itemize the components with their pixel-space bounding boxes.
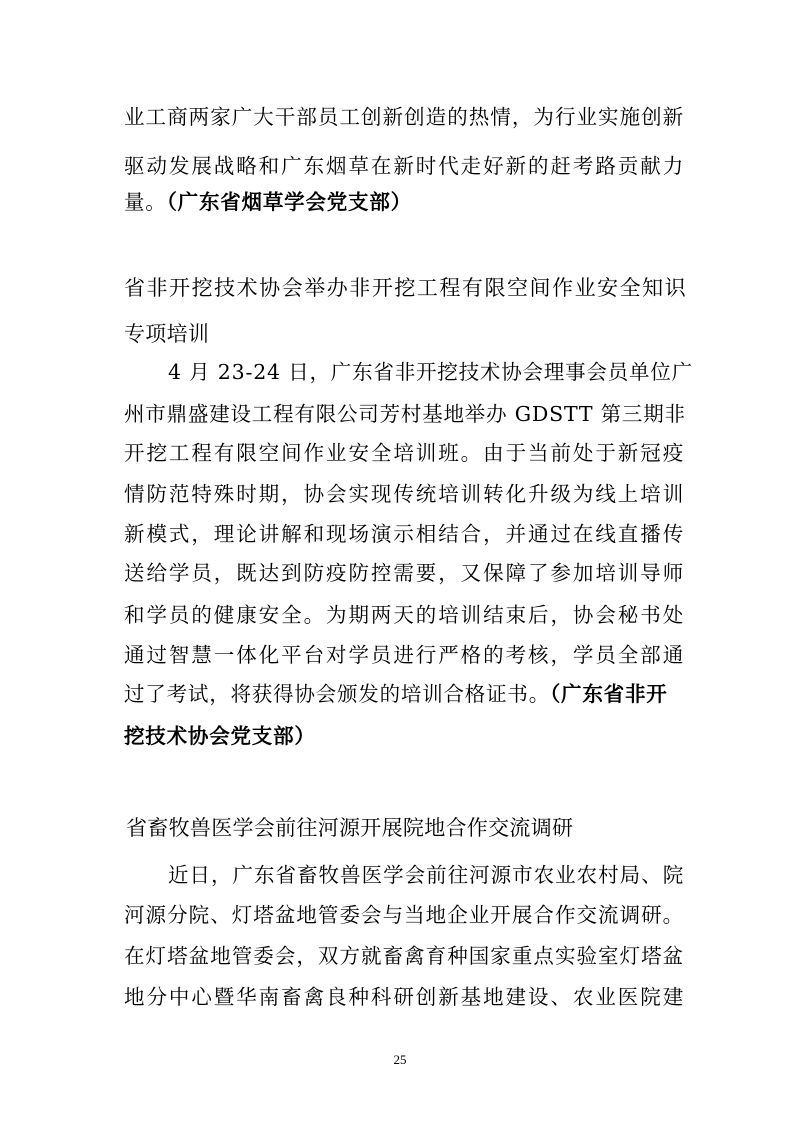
paragraph-text: 量。 (124, 190, 167, 214)
paragraph-line: 情防范特殊时期，协会实现传统培训转化升级为线上培训 (124, 482, 684, 506)
paragraph-line (124, 674, 684, 714)
paragraph-line: 州市鼎盛建设工程有限公司芳村基地举办 GDSTT 第三期非 (124, 402, 686, 426)
page-number: 25 (393, 1052, 407, 1067)
article-heading: 省畜牧兽医学会前往河源开展院地合作交流调研 (126, 816, 574, 840)
source-attribution: （广东省烟草学会党支部） (166, 190, 412, 214)
paragraph-line: 在灯塔盆地管委会，双方就畜禽育种国家重点实验室灯塔盆 (124, 944, 684, 968)
paragraph-line: 地分中心暨华南畜禽良种科研创新基地建设、农业医院建 (124, 985, 684, 1009)
paragraph-line: 和学员的健康安全。为期两天的培训结束后，协会秘书处 (124, 603, 684, 627)
paragraph-line: 驱动发展战略和广东烟草在新时代走好新的赶考路贡献力 (124, 154, 684, 178)
paragraph-line: 近日，广东省畜牧兽医学会前往河源市农业农村局、院 (168, 863, 684, 887)
paragraph-line: 业工商两家广大干部员工创新创造的热情，为行业实施创新 (124, 105, 684, 129)
paragraph-line (124, 182, 684, 222)
paragraph-line: 开挖工程有限空间作业安全培训班。由于当前处于新冠疫 (124, 441, 684, 465)
paragraph-text: 过了考试，将获得协会颁发的培训合格证书。 (124, 682, 550, 706)
paragraph-line: 4 月 23-24 日，广东省非开挖技术协会理事会员单位广 (168, 360, 693, 384)
paragraph-line: 通过智慧一体化平台对学员进行严格的考核，学员全部通 (124, 643, 684, 667)
paragraph-line: 送给学员，既达到防疫防控需要，又保障了参加培训导师 (124, 561, 684, 585)
paragraph-line: 新模式，理论讲解和现场演示相结合，并通过在线直播传 (124, 522, 684, 546)
source-attribution: 挖技术协会党支部） (124, 724, 316, 748)
article-heading: 省非开挖技术协会举办非开挖工程有限空间作业安全知识 (124, 276, 686, 300)
source-attribution: （广东省非开 (550, 682, 668, 706)
paragraph-line: 河源分院、灯塔盆地管委会与当地企业开展合作交流调研。 (124, 903, 684, 927)
article-heading: 专项培训 (124, 322, 210, 346)
